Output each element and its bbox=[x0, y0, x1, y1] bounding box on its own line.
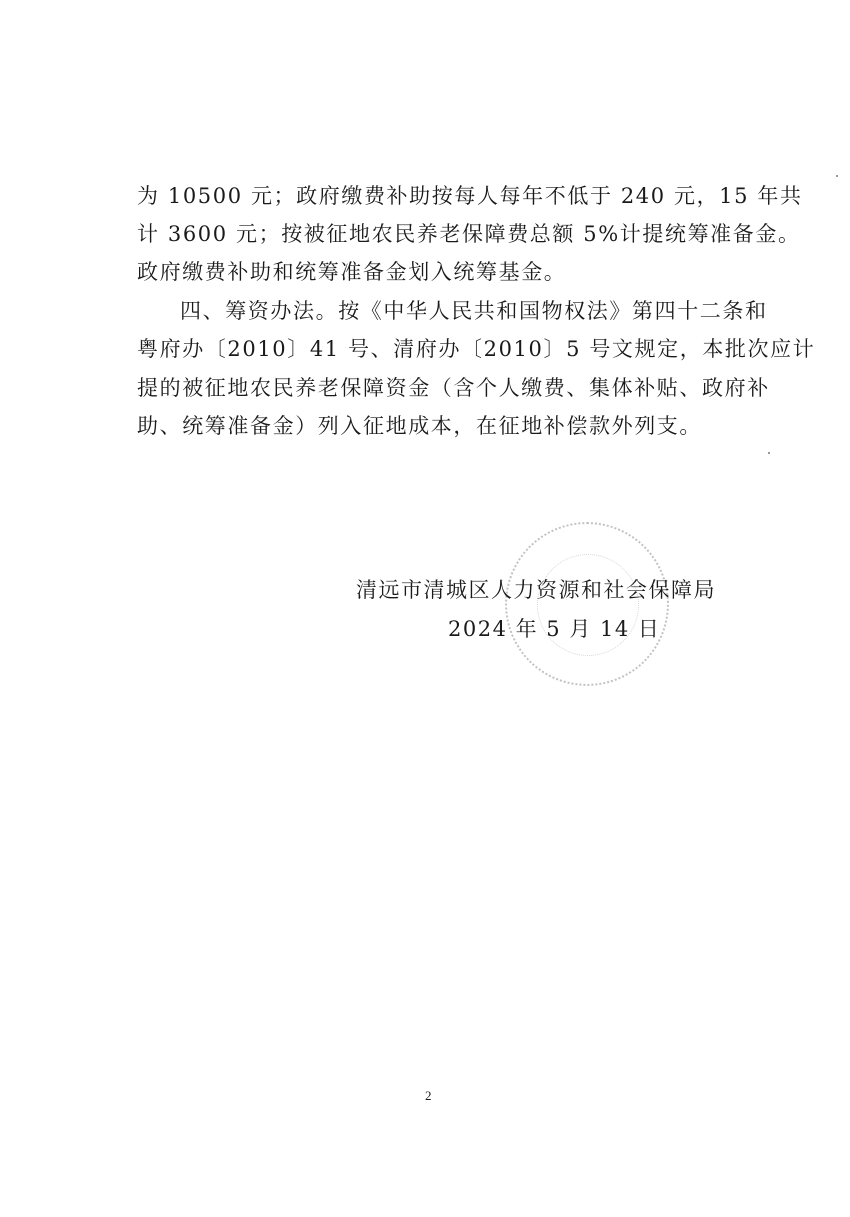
section-four-line-1: 四、筹资办法。按《中华人民共和国物权法》第四十二条和 bbox=[180, 299, 768, 323]
page-number: 2 bbox=[425, 1088, 432, 1103]
scan-speck bbox=[836, 175, 838, 177]
scan-speck bbox=[768, 452, 770, 454]
signature-date: 2024 年 5 月 14 日 bbox=[448, 617, 661, 641]
section-four-line-3: 提的被征地农民养老保障资金（含个人缴费、集体补贴、政府补 bbox=[137, 376, 770, 400]
section-four-line-4: 助、统筹准备金）列入征地成本，在征地补偿款外列支。 bbox=[137, 414, 702, 438]
paragraph-line-2: 计 3600 元；按被征地农民养老保障费总额 5%计提统筹准备金。 bbox=[137, 222, 801, 246]
signature-organization: 清远市清城区人力资源和社会保障局 bbox=[356, 578, 716, 602]
paragraph-line-3: 政府缴费补助和统筹准备金划入统筹基金。 bbox=[137, 260, 567, 284]
section-four-line-2: 粤府办〔2010〕41 号、清府办〔2010〕5 号文规定，本批次应计 bbox=[137, 337, 816, 361]
paragraph-line-1: 为 10500 元；政府缴费补助按每人每年不低于 240 元，15 年共 bbox=[137, 184, 803, 208]
